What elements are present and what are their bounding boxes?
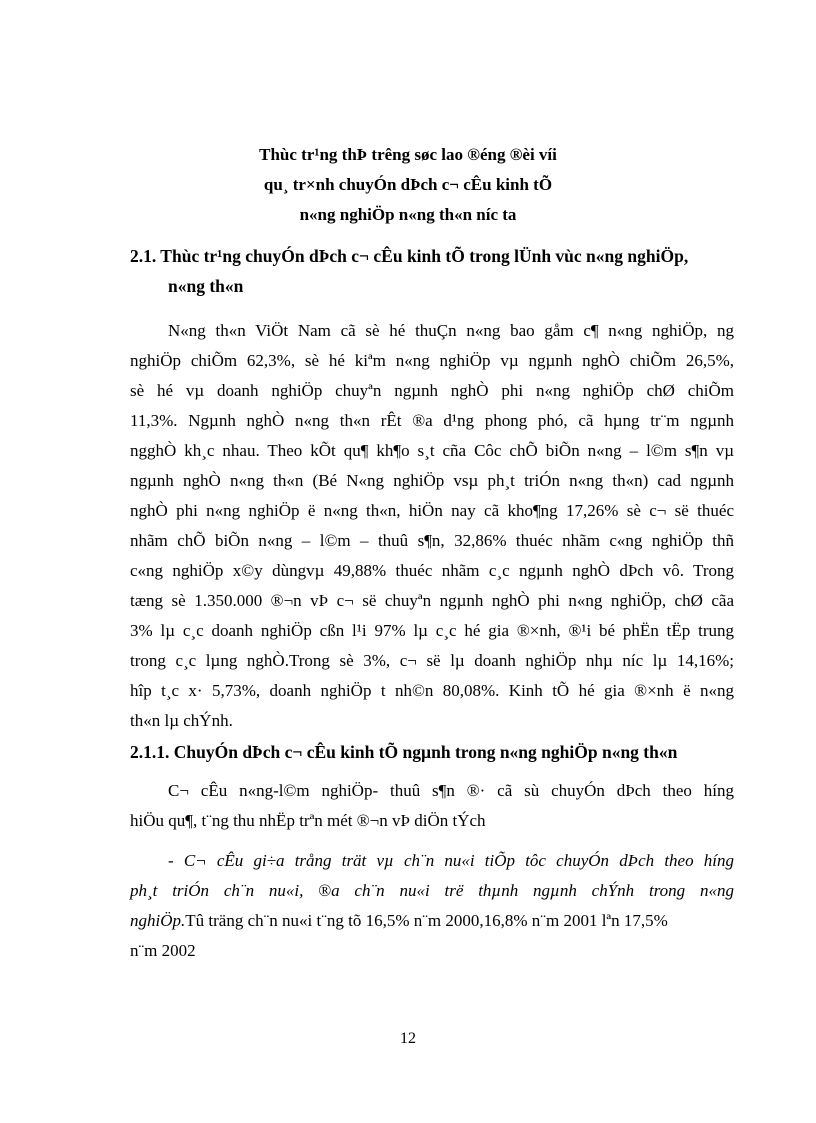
paragraph-line: th«n lµ chÝnh. <box>130 711 233 730</box>
paragraph-line: n¨m 2002 <box>130 941 196 960</box>
title-line-2: qu¸ tr×nh chuyÓn dÞch c¬ cÊu kinh tÕ <box>263 175 553 194</box>
paragraph-line: trong c¸c lµng nghÒ.Trong sè 3%, c¬ së lµ doanh nghiÖp nhµ níc lµ 14,16%; <box>130 651 734 670</box>
page-number: 12 <box>400 1030 416 1047</box>
paragraph-line-mixed <box>130 906 734 936</box>
section-heading-2-1-cont: n«ng th«n <box>168 276 244 296</box>
paragraph-line: nhãm chÕ biÕn n«ng – l©m – thuû s¶n, 32,86% thuéc nhãm c«ng nghiÖp thñ <box>130 531 734 550</box>
paragraph-line: hîp t¸c x· 5,73%, doanh nghiÖp t nh©n 80,08%. Kinh tÕ hé gia ®×nh ë n«ng <box>130 681 734 700</box>
document-title <box>150 140 666 230</box>
paragraph-line: ph¸t triÓn ch¨n nu«i, ®a ch¨n nu«i trë thµnh ngµnh chÝnh trong n«ng <box>130 881 734 900</box>
paragraph-line: 11,3%. Ngµnh nghÒ n«ng th«n rÊt ®a d¹ng phong phó, cã hµng tr¨m ngµnh <box>130 411 734 430</box>
italic-fragment: nghiÖp. <box>130 911 186 930</box>
paragraph-line: c«ng nghiÖp x©y dùngvµ 49,88% thuéc nhãm c¸c ngµnh nghÒ dÞch vô. Trong <box>130 561 734 580</box>
paragraph-line: tæng sè 1.350.000 ®¬n vÞ c¬ së chuyªn ngµnh nghÒ phi n«ng nghiÖp, chØ cãa <box>130 591 734 610</box>
paragraph-structure <box>130 776 734 836</box>
paragraph-line: nghÒ phi n«ng nghiÖp ë n«ng th«n, hiÖn nay cã kho¶ng 17,26% sè c¬ së thuéc <box>130 501 734 520</box>
paragraph-line: sè hé vµ doanh nghiÖp chuyªn ngµnh nghÒ phi n«ng nghiÖp chØ chiÕm <box>130 381 734 400</box>
paragraph-line: C¬ cÊu n«ng-l©m nghiÖp- thuû s¶n ®· cã sù chuyÓn dÞch theo híng <box>168 781 734 800</box>
paragraph-line: N«ng th«n ViÖt Nam cã sè hé thuÇn n«ng bao gåm c¶ n«ng nghiÖp, ng <box>168 321 734 340</box>
paragraph-line: ngµnh nghÒ n«ng th«n (Bé N«ng nghiÖp vsµ ph¸t triÓn n«ng th«n) cad ngµnh <box>130 471 734 490</box>
section-heading-2-1: 2.1. Thùc tr¹ng chuyÓn dÞch c¬ cÊu kinh tÕ trong lÜnh vùc n«ng nghiÖp, <box>130 246 689 266</box>
paragraph-line: nghiÖp chiÕm 62,3%, sè hé kiªm n«ng nghiÖp vµ ngµnh nghÒ chiÕm 26,5%, <box>130 351 734 370</box>
title-line-3: n«ng nghiÖp n«ng th«n níc ta <box>299 205 517 224</box>
paragraph-line: ngghÒ kh¸c nhau. Theo kÕt qu¶ kh¶o s¸t cña Côc chÕ biÕn n«ng – l©m s¶n vµ <box>130 441 734 460</box>
title-line-1: Thùc tr¹ng thÞ trêng søc lao ®éng ®èi víi <box>259 145 557 164</box>
paragraph-rural-economy <box>130 316 734 736</box>
section-heading-2-1-1: 2.1.1. ChuyÓn dÞch c¬ cÊu kinh tÕ ngµnh trong n«ng nghiÖp n«ng th«n <box>130 742 678 762</box>
paragraph-line: hiÖu qu¶, t¨ng thu nhËp trªn mét ®¬n vÞ diÖn tÝch <box>130 811 486 830</box>
paragraph-line: 3% lµ c¸c doanh nghiÖp cßn l¹i 97% lµ c¸c hé gia ®×nh, ®¹i bé phËn tËp trung <box>130 621 734 640</box>
paragraph-livestock <box>130 846 734 966</box>
paragraph-line: - C¬ cÊu gi÷a trång trät vµ ch¨n nu«i tiÕp tôc chuyÓn dÞch theo híng <box>168 851 734 870</box>
normal-fragment: Tû träng ch¨n nu«i t¨ng tõ 16,5% n¨m 2000,16,8% n¨m 2001 lªn 17,5% <box>185 911 668 930</box>
